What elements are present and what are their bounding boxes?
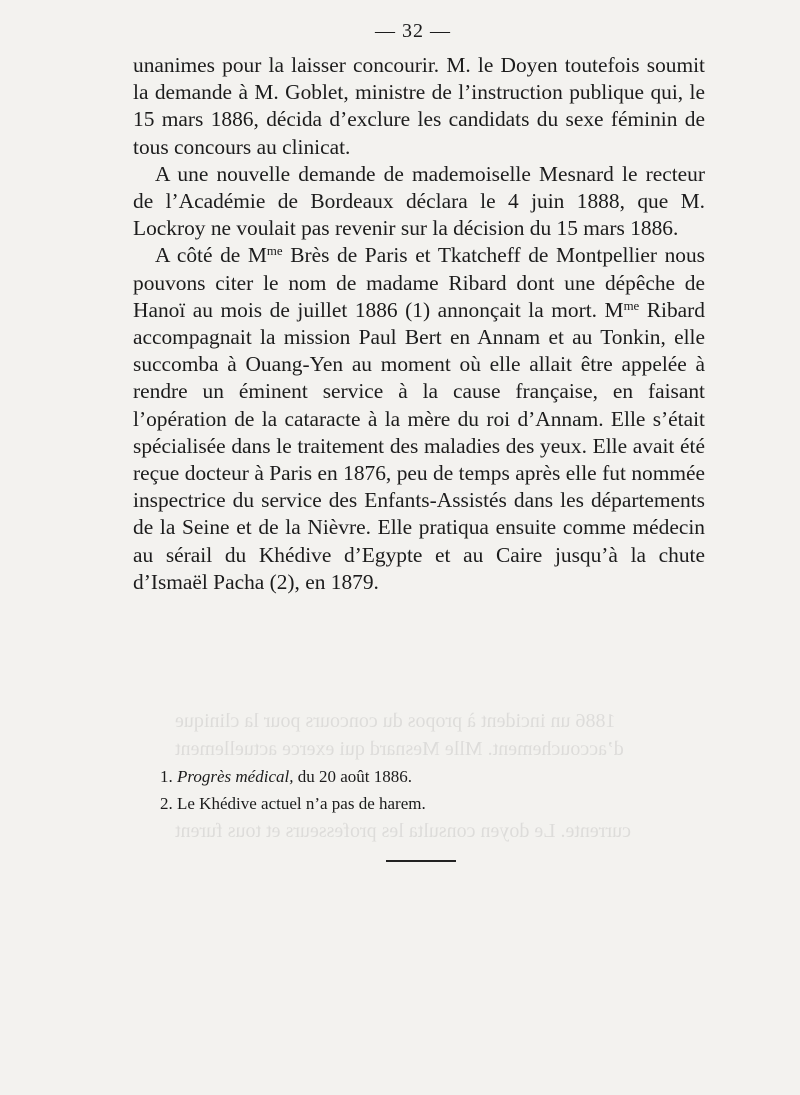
footnote-end-rule <box>386 860 456 862</box>
text-run: Ribard accompagnait la mission Paul Bert en Annam et au Tonkin, elle succomba à Ouang-Yen au moment où elle allait être appelée à rendre un éminent service à la cause française, en faisant l’opération de la cataracte à la mère du roi d’Annam. Elle s’était spécialisée dans le traitement des maladies des yeux. Elle avait été reçue docteur à Paris en 1876, peu de temps après elle fut nommée inspectrice du service des Enfants-Assistés dans les départements de la Seine et de la Nièvre. Elle pratiqua ensuite comme médecin au sérail du Khédive d’Egypte et au Caire jusqu’à la chute d’Ismaël Pacha (2), en 1879. <box>133 297 705 594</box>
text-run: A côté de M <box>155 243 267 268</box>
superscript: me <box>266 244 283 259</box>
footnote-source-title: Progrès médical, <box>177 767 294 786</box>
paragraph-p2 <box>133 161 705 243</box>
footnote-number: 1. <box>160 767 173 786</box>
footnote-2 <box>160 790 720 817</box>
paragraph-p3 <box>133 242 705 596</box>
footnote-number: 2. <box>160 794 173 813</box>
body-text <box>133 52 705 596</box>
text-run: A une nouvelle demande de mademoiselle Mesnard le recteur de l’Académie de Bordeaux déclara le 4 juin 1888, que M. Lockroy ne voulait pas revenir sur la décision du 15 mars 1886. <box>133 161 705 241</box>
text-run: unanimes pour la laisser concourir. M. le Doyen toutefois soumit la demande à M. Goblet, ministre de l’instruction publique qui, le 15 mars 1886, décida d’exclure les candidats du sexe féminin de tous concours au clinicat. <box>133 53 705 159</box>
bleed-through-decoration: currente. Le doyen consulta les professeurs et tous furent <box>175 820 631 842</box>
footnote-1 <box>160 763 720 790</box>
text-run: Brès de Paris et Tkatcheff de Montpellier nous pouvons citer le nom de madame Ribard dont une dépêche de Hanoï au mois de juillet 1886 (1) annonçait la mort. M <box>133 243 705 322</box>
footnotes <box>160 763 720 817</box>
superscript: me <box>623 298 640 313</box>
footnote-text: du 20 août 1886. <box>293 767 412 786</box>
paragraph-p1 <box>133 52 705 161</box>
page-number: — 32 — <box>375 20 451 42</box>
bleed-through-decoration: 1886 un incident à propos du concours pour la clinique <box>175 710 616 732</box>
bleed-through-decoration: d’accouchement. Mlle Mesnard qui exerce actuellement <box>175 738 624 760</box>
footnote-text: Le Khédive actuel n’a pas de harem. <box>177 794 426 813</box>
